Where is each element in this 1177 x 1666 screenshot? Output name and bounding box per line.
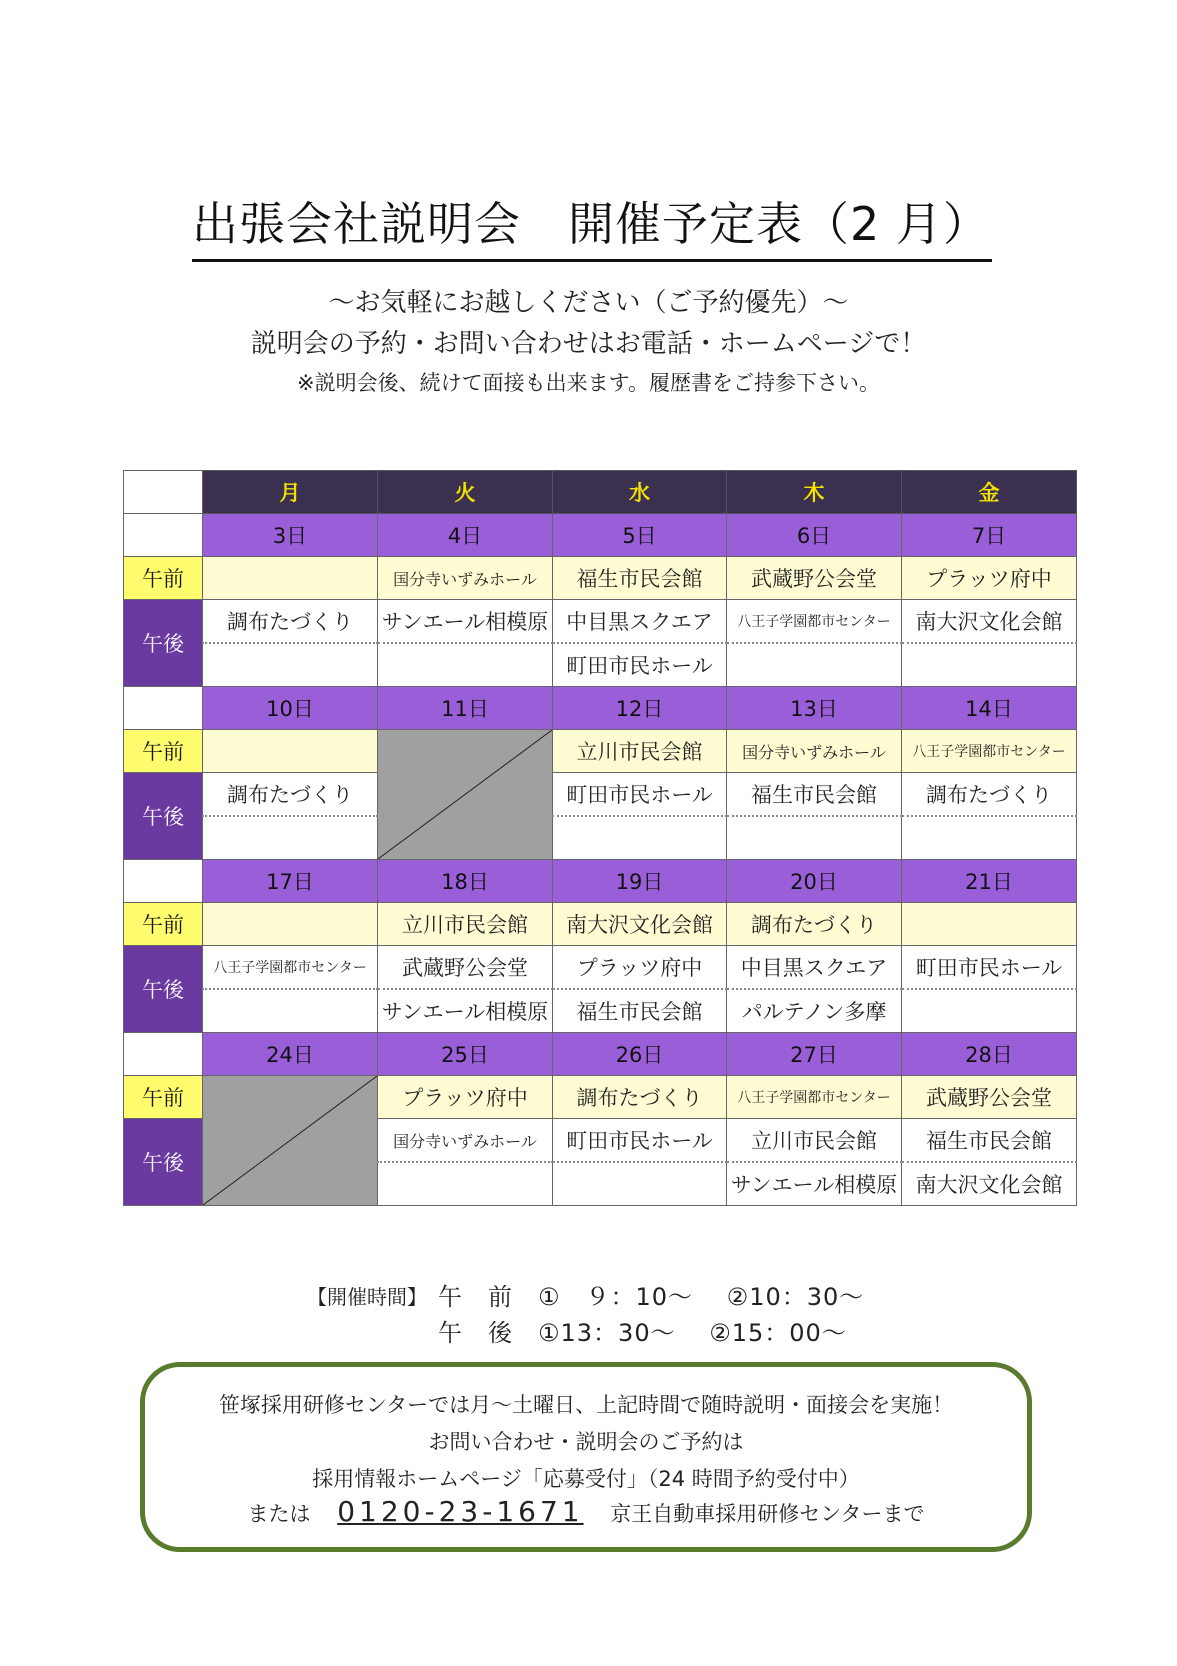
date-cell: 27日	[727, 1033, 902, 1076]
venue-cell	[553, 1162, 727, 1206]
venue-cell: 町田市民ホール	[902, 946, 1077, 990]
venue-cell: サンエール相模原	[378, 989, 553, 1033]
am-row	[124, 730, 1077, 773]
venue-cell	[203, 557, 378, 600]
venue-cell	[902, 643, 1077, 687]
date-cell: 6日	[727, 514, 902, 557]
contact-suffix: 京王自動車採用研修センターまで	[610, 1502, 925, 1526]
pm-row	[124, 600, 1077, 644]
date-cell: 10日	[203, 687, 378, 730]
closed-diagonal	[378, 730, 552, 859]
date-cell: 17日	[203, 860, 378, 903]
date-row-label	[124, 514, 203, 557]
date-row-label	[124, 860, 203, 903]
date-cell: 5日	[553, 514, 727, 557]
venue-cell: 国分寺いずみホール	[378, 1119, 553, 1163]
contact-line-4	[145, 1495, 1027, 1528]
venue-cell: 福生市民会館	[553, 989, 727, 1033]
date-cell: 26日	[553, 1033, 727, 1076]
venue-cell: パルテノン多摩	[727, 989, 902, 1033]
date-row-label	[124, 1033, 203, 1076]
date-row	[124, 860, 1077, 903]
date-cell: 7日	[902, 514, 1077, 557]
subtitle-invite: ～お気軽にお越しください（ご予約優先）～	[328, 288, 849, 318]
pm-row	[124, 773, 1077, 817]
venue-cell: 調布たづくり	[727, 903, 902, 946]
am-row	[124, 1076, 1077, 1119]
pm-row-2	[124, 643, 1077, 687]
venue-cell: プラッツ府中	[553, 946, 727, 990]
am-label: 午前	[124, 730, 203, 773]
venue-cell: 福生市民会館	[902, 1119, 1077, 1163]
venue-cell: 中目黒スクエア	[727, 946, 902, 990]
pm-row	[124, 946, 1077, 990]
date-cell: 4日	[378, 514, 553, 557]
date-cell: 11日	[378, 687, 553, 730]
date-cell: 13日	[727, 687, 902, 730]
venue-cell	[203, 903, 378, 946]
venue-cell: 立川市民会館	[378, 903, 553, 946]
corner-cell	[124, 471, 203, 514]
pm-label: 午後	[124, 773, 203, 860]
venue-cell	[203, 989, 378, 1033]
date-cell: 18日	[378, 860, 553, 903]
weekday-row	[124, 471, 1077, 514]
hours-label: 【開催時間】	[307, 1285, 427, 1309]
date-cell: 12日	[553, 687, 727, 730]
hours-am: 午 前 ① ９：10～ ②10：30～	[438, 1283, 865, 1311]
venue-cell: 八王子学園都市センター	[727, 600, 902, 644]
venue-cell: 調布たづくり	[902, 773, 1077, 817]
venue-cell: 武蔵野公会堂	[727, 557, 902, 600]
page-title: 出張会社説明会 開催予定表（2 月）	[192, 197, 992, 262]
venue-cell: 調布たづくり	[203, 773, 378, 817]
weekday-2: 水	[553, 471, 727, 514]
weekday-0: 月	[203, 471, 378, 514]
venue-cell: 中目黒スクエア	[553, 600, 727, 644]
date-cell: 20日	[727, 860, 902, 903]
venue-cell: 八王子学園都市センター	[902, 730, 1077, 773]
am-row	[124, 557, 1077, 600]
contact-box	[140, 1362, 1032, 1552]
venue-cell: 立川市民会館	[727, 1119, 902, 1163]
venue-cell	[378, 1162, 553, 1206]
contact-line-1: 笹塚採用研修センターでは月～土曜日、上記時間で随時説明・面接会を実施！	[218, 1393, 954, 1417]
venue-cell	[203, 643, 378, 687]
contact-line-3: 採用情報ホームページ「応募受付」（24 時間予約受付中）	[312, 1467, 860, 1491]
venue-cell: 調布たづくり	[553, 1076, 727, 1119]
contact-line-2: お問い合わせ・説明会のご予約は	[428, 1430, 744, 1454]
venue-cell: プラッツ府中	[902, 557, 1077, 600]
venue-cell: 福生市民会館	[553, 557, 727, 600]
am-label: 午前	[124, 1076, 203, 1119]
venue-cell	[203, 816, 378, 860]
am-label: 午前	[124, 557, 203, 600]
phone-number[interactable]: 0120-23-1671	[337, 1495, 584, 1528]
venue-cell	[902, 816, 1077, 860]
venue-cell	[727, 643, 902, 687]
venue-cell: 八王子学園都市センター	[203, 946, 378, 990]
venue-cell: 町田市民ホール	[553, 643, 727, 687]
venue-cell	[902, 989, 1077, 1033]
venue-cell: 立川市民会館	[553, 730, 727, 773]
venue-cell: 町田市民ホール	[553, 773, 727, 817]
weekday-3: 木	[727, 471, 902, 514]
venue-cell: 武蔵野公会堂	[378, 946, 553, 990]
venue-cell: プラッツ府中	[378, 1076, 553, 1119]
date-cell: 21日	[902, 860, 1077, 903]
pm-row-2	[124, 816, 1077, 860]
venue-cell: 国分寺いずみホール	[727, 730, 902, 773]
date-cell: 24日	[203, 1033, 378, 1076]
venue-cell: 福生市民会館	[727, 773, 902, 817]
date-row-label	[124, 687, 203, 730]
am-label: 午前	[124, 903, 203, 946]
venue-cell: 国分寺いずみホール	[378, 557, 553, 600]
closed-cell	[203, 1076, 378, 1206]
am-row	[124, 903, 1077, 946]
date-cell: 19日	[553, 860, 727, 903]
venue-cell: サンエール相模原	[378, 600, 553, 644]
venue-cell: サンエール相模原	[727, 1162, 902, 1206]
date-row	[124, 1033, 1077, 1076]
venue-cell: 町田市民ホール	[553, 1119, 727, 1163]
venue-cell	[727, 816, 902, 860]
closed-cell	[378, 730, 553, 860]
date-cell: 28日	[902, 1033, 1077, 1076]
venue-cell	[553, 816, 727, 860]
venue-cell	[378, 643, 553, 687]
date-cell: 25日	[378, 1033, 553, 1076]
note-interview: ※説明会後、続けて面接も出来ます。履歴書をご持参下さい。	[297, 371, 880, 395]
hours-pm: 午 後 ①13：30～ ②15：00～	[438, 1319, 847, 1347]
closed-diagonal	[203, 1076, 377, 1205]
pm-label: 午後	[124, 1119, 203, 1206]
date-cell: 3日	[203, 514, 378, 557]
venue-cell: 武蔵野公会堂	[902, 1076, 1077, 1119]
pm-row-2	[124, 989, 1077, 1033]
pm-label: 午後	[124, 946, 203, 1033]
pm-label: 午後	[124, 600, 203, 687]
contact-prefix: または	[247, 1502, 311, 1526]
venue-cell: 南大沢文化会館	[902, 1162, 1077, 1206]
weekday-1: 火	[378, 471, 553, 514]
date-cell: 14日	[902, 687, 1077, 730]
venue-cell: 調布たづくり	[203, 600, 378, 644]
date-row	[124, 687, 1077, 730]
venue-cell	[902, 903, 1077, 946]
weekday-4: 金	[902, 471, 1077, 514]
venue-cell: 南大沢文化会館	[902, 600, 1077, 644]
date-row	[124, 514, 1077, 557]
venue-cell: 八王子学園都市センター	[727, 1076, 902, 1119]
venue-cell	[203, 730, 378, 773]
venue-cell: 南大沢文化会館	[553, 903, 727, 946]
schedule-table	[123, 470, 1077, 1206]
subtitle-reservation: 説明会の予約・お問い合わせはお電話・ホームページで！	[250, 329, 927, 359]
